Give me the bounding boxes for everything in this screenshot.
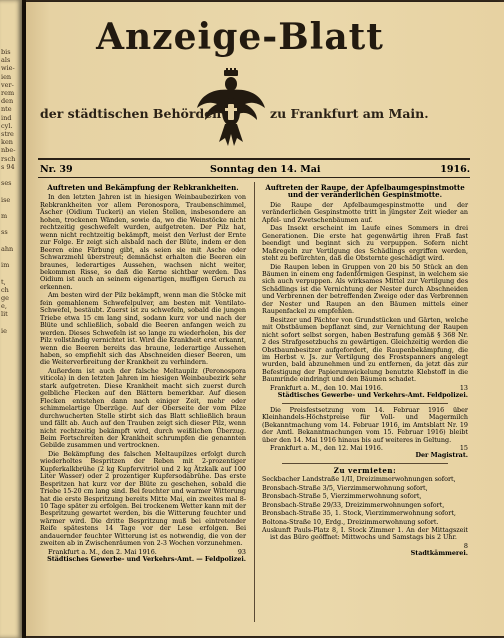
issue-date: Sonntag den 14. Mai — [210, 164, 321, 175]
left-page-fragment: ise — [1, 195, 11, 204]
rental-item: Bronsbach-Straße 3/5, Vierzimmerwohnung sofort, — [262, 483, 428, 492]
right-column — [262, 184, 468, 558]
masthead-subtitle-right: zu Frankfurt am Main. — [270, 106, 429, 121]
article-paragraph: Die Bekämpfung des falschen Meltaupilzes erfolgt durch wiederholtes Bespritzen der Reben mit 2-prozentiger Kupferkalkbrühe (2 kg Kupfervitriol und 2 kg Ätzkalk auf 100 Liter Wasser) oder 2 prozentiger Kupfersodabrühe. Das erste Bespritzen hat kurz vor der Blüte zu geschehen, sobald die Triebe 15-20 cm lang sind. Bei feuchter und warmer Witterung hat die erste Bespritzung bereits Mitte Mai, ein zweites mal 8-10 Tage später zu erfolgen. Bei trockenem Wetter kann mit der Bespritzung gewartet werden, bis die Witterung feuchter und wärmer wird. Die dritte Bespritzung muß bei eintretender Reife spätestens 14 Tage vor der Lese erfolgen. Bei andauernder feuchter Witterung ist es notwendig, die von der zweiten ab in Zwischenräumen von 2-3 Wochen vorzunehmen. — [40, 449, 246, 548]
article-heading: Auftreten und Bekämpfung der Rebkrankheiten. — [47, 183, 239, 192]
rental-item: Bronsbach-Straße 29/33, Dreizimmerwohnungen sofort, — [262, 500, 445, 509]
rental-item: Bronsbach-Straße 35, 1. Stock, Vierzimmerwohnung sofort, — [262, 509, 456, 518]
article-paragraph: Besitzer und Pächter von Grundstücken und Gärten, welche mit Obstbäumen bepflanzt sind, zur Vernichtung der Raupen nicht sofort selbst sorgen, haben Bestrafung gemäß § 368 Nr. 2 des Strafgesetzbuchs zu gewärtigen. Gleichzeitig werden die Obstbaumbesitzer aufgefordert, die Raupenbekämpfung, die im Herbst v. Js. zur Vertilgung des Frostspanners angelegt wurden, bald abzunehmen und zu entfernen, da jetzt das zur Befestigung der Papierumwickelung benutzte Klebstoff in die Baumrinde eindringt und den Bäumen schadet. — [262, 315, 468, 384]
column-divider — [254, 182, 255, 622]
rental-number: 8 — [463, 541, 468, 550]
rental-signature: Stadtkämmerei. — [410, 549, 468, 558]
left-page-fragment: ge — [1, 294, 10, 302]
left-page-fragment: den — [1, 97, 14, 106]
rental-heading: Zu vermieten: — [333, 465, 397, 475]
left-page-fragment: t, — [1, 277, 6, 286]
notice-signature: Der Magistrat. — [415, 451, 468, 460]
rental-item: Bronsbach-Straße 5, Vierzimmerwohnung sofort, — [262, 492, 422, 501]
article-paragraph: In den letzten Jahren ist in hiesigen Weinbaubezirken von Rebkrankheiten vor allem Peronospora, Traubenschimmel, Äscher (Oidium Tuckeri) an vielen Stellen, insbesondere an hohen, trockenen Wänden, sowie da, wo die Weinstöcke nicht rechtzeitig geschwefelt wurden, aufgetreten. Der Pilz hat, wenn nicht rechtzeitig bekämpft, meist den Verlust der Ernte zur Folge. Er zeigt sich alsbald nach der Blüte, indem er den Beeren eine Färbung gibt, als seien sie mit Asche oder Schwarzmehl überstreut; demnächst erhalten die Beeren ein braunes, lederartiges Aussehen, wachsen nicht weiter, bekommen Risse, so daß die Kerne sichtbar werden. Das Oidium ist auch an seinem eigenartigen, muffigen Geruch zu erkennen. — [40, 193, 246, 291]
left-page-fragment: nbe- — [1, 146, 16, 155]
left-page-fragment: stre — [1, 130, 14, 138]
left-page-fragment: ses — [1, 179, 12, 188]
masthead-title: Anzeige-Blatt — [96, 16, 384, 58]
left-page-fragment: bis — [1, 48, 11, 56]
issue-number: Nr. 39 — [40, 164, 73, 175]
left-page-fragment: ch — [1, 285, 9, 294]
left-page-fragment: wie- — [1, 64, 15, 73]
left-page-fragment: ss — [1, 228, 8, 237]
article-signature: Städtisches Gewerbe- und Verkehrs-Amt. — Feldpolizei. — [47, 555, 246, 564]
left-page-fragment: ken — [1, 138, 13, 147]
masthead-rule — [38, 158, 470, 160]
left-page-fragment: ie — [1, 326, 7, 335]
left-page-edge — [0, 0, 22, 638]
rental-list — [262, 476, 468, 542]
left-page-fragment: m — [1, 212, 8, 220]
issue-rule — [38, 177, 470, 178]
article-dateline: Frankfurt a. M., den 2. Mai 1916. 93 — [48, 547, 246, 556]
left-page-fragment: e, — [1, 302, 7, 311]
section-separator — [282, 403, 448, 404]
left-page-fragment: s 94 — [1, 162, 15, 171]
article-heading: Auftreten der Raupe, der Apfelbaumgespinstmotte und der veränderlichen Gespinstmotte. — [265, 183, 465, 200]
article-paragraph: Außerdem ist auch der falsche Meltaupilz (Peronospora viticola) in den letzten Jahren im hiesigen Weinbaubezirk sehr stark aufgetreten. Diese Krankheit macht sich zuerst durch gelbliche Flecken auf den Blättern bemerkbar. Auf diesen Flecken entstehen dann nach einiger Zeit, mehr oder schimmelartige Überzüge. Auf der Oberseite der vom Pilze durchwucherten Stelle stirbt sich das Blatt schließlich braun und fällt ab. Auch auf den Trauben zeigt sich dieser Pilz, wenn nicht rechtzeitig bekämpft wird, durch weißlichen Überzug. Beim Fortschreiten der Krankheit schrumpfen die genannten Gebilde zusammen und vertrocknen. — [40, 366, 246, 450]
left-page-fragment: ahn — [1, 244, 14, 253]
article-signature: Städtisches Gewerbe- und Verkehrs-Amt. Feldpolizei. — [277, 391, 468, 400]
article-paragraph: Die Raupe der Apfelbaumgespinstmotte und der veränderlichen Gespinstmotte tritt in jüngster Zeit wieder an Apfel- und Zwetschenbäumen auf. — [262, 200, 468, 224]
rental-item: Boltona-Straße 10, Erdg., Dreizimmerwohnung sofort. — [262, 517, 439, 526]
left-page-fragment: ver- — [1, 80, 14, 89]
left-page-fragment: ien — [1, 72, 12, 81]
left-page-fragment: als — [1, 56, 11, 65]
rental-item: Auskunft Pauls-Platz 8, I. Stock Zimmer 1. An der Mittagszeit ist das Büro geöffnet: Mittwochs und Samstags bis 2 Uhr. — [262, 526, 468, 542]
article-paragraph: Die Raupen leben in Gruppen von 20 bis 50 Stück an den Bäumen in einem eng fadenförmigen Gespinst, in welchem sie sich auch verpuppen. Als wirksames Mittel zur Vertilgung des Schädlings ist die Vernichtung der Nester durch Abschneiden und Verbrennen der betreffenden Zweige oder das Verbrennen der Nester und Raupen an den Bäumen mittels einer Raupenfackel zu empfehlen. — [262, 262, 468, 316]
left-page-fragment: lit — [1, 310, 8, 319]
rental-item: Seckbacher Landstraße 1/II, Dreizimmerwohnungen sofort, — [262, 475, 456, 484]
section-separator — [282, 463, 448, 464]
notice-paragraph: Die Preisfestsetzung vom 14. Februar 1916 über Kleinhandels-Höchstpreise für Voll- und Magermilch (Bekanntmachung vom 14. Februar 1916, im Amtsblatt Nr. 19 der Amtl. Bekanntmachungen vom 15. Februar 1916) bleibt über den 14. Mai 1916 hinaus bis auf weiteres in Geltung. — [262, 405, 468, 444]
article-dateline: Frankfurt a. M., den 10. Mai 1916. 13 — [270, 383, 468, 392]
masthead-subtitle-left: der städtischen Behörden — [40, 106, 222, 121]
left-page-fragment: nte — [1, 105, 12, 114]
issue-year: 1916. — [440, 164, 470, 175]
article-paragraph: Am besten wird der Pilz bekämpft, wenn man die Stöcke mit fein gemahlenem Schwefelpulver, am besten mit Ventilato-Schwefel, bestäubt. Zuerst ist zu schwefeln, sobald die jungen Triebe etwa 15 cm lang sind, sodann kurz vor und nach der Blüte und schließlich, sobald die Beeren anfangen weich zu werden. Dieses Schwefeln ist so lange zu wiederholen, bis der Pilz vollständig vernichtet ist. Wird die Krankheit erst erkannt, wenn die Beeren bereits das braune, lederartige Aussehen haben, so empfiehlt sich das Abschneiden dieser Beeren, um die Weiterverbreitung der Krankheit zu verhindern. — [40, 291, 246, 367]
left-page-fragment: ind — [1, 113, 12, 122]
left-page-fragment: im — [1, 261, 10, 270]
left-page-fragment: cyl. — [1, 121, 13, 130]
left-page-fragment: rsch — [1, 154, 16, 163]
left-column — [40, 184, 246, 564]
notice-dateline: Frankfurt a. M., den 12. Mai 1916. 15 — [270, 443, 468, 452]
left-page-fragment: rem — [1, 89, 15, 97]
article-paragraph: Das Insekt erscheint im Laufe eines Sommers in drei Generationen. Die erste hat gegenwärtig ihren Fraß fast beendigt und beginnt sich zu verpuppen. Sofern nicht Maßregeln zur Vertilgung des Schädlings ergriffen werden, steht zu befürchten, daß die Obsternte geschädigt wird. — [262, 224, 468, 263]
